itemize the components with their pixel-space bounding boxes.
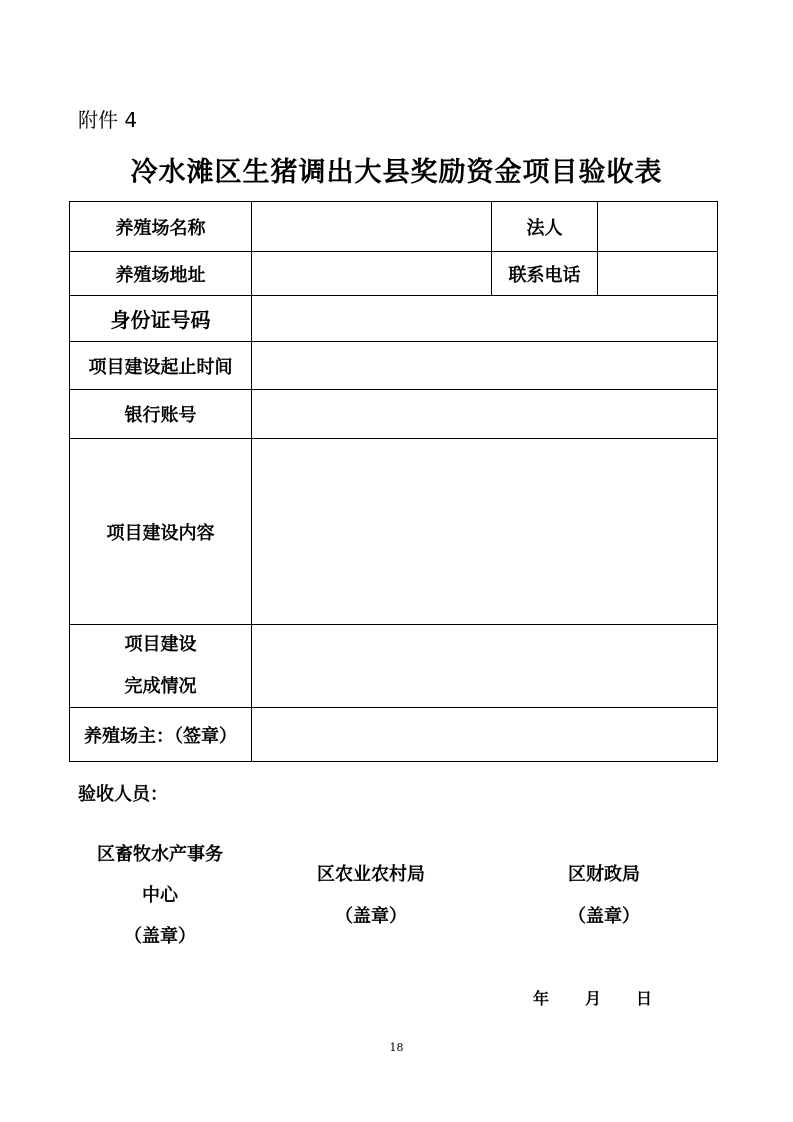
id-number-label: 身份证号码 — [69, 295, 252, 342]
content-field[interactable] — [251, 438, 718, 625]
org1-line1: 区畜牧水产事务 — [97, 844, 223, 865]
personnel-label: 验收人员： — [78, 784, 168, 805]
completion-label-line2: 完成情况 — [124, 676, 197, 697]
farm-address-label: 养殖场地址 — [69, 251, 252, 296]
page-title: 冷水滩区生猪调出大县奖励资金项目验收表 — [130, 157, 663, 188]
legal-person-label: 法人 — [491, 201, 598, 252]
farm-address-field[interactable] — [251, 251, 492, 296]
org3-stamp: （盖章） — [568, 906, 640, 927]
owner-sign-field[interactable] — [251, 707, 718, 762]
org3-name: 区财政局 — [568, 864, 640, 885]
phone-label: 联系电话 — [491, 251, 598, 296]
date-month: 月 — [585, 989, 602, 1008]
date-year: 年 — [533, 989, 550, 1008]
content-label: 项目建设内容 — [69, 438, 252, 625]
id-number-field[interactable] — [251, 295, 718, 342]
completion-label-line1: 项目建设 — [124, 634, 197, 655]
completion-field[interactable] — [251, 624, 718, 708]
date-day: 日 — [636, 989, 653, 1008]
attachment-label: 附件 4 — [78, 108, 138, 132]
org1-stamp: （盖章） — [124, 926, 196, 947]
bank-account-label: 银行账号 — [69, 389, 252, 439]
org2-name: 区农业农村局 — [317, 864, 425, 885]
phone-field[interactable] — [597, 251, 718, 296]
org2-stamp: （盖章） — [335, 906, 407, 927]
period-label: 项目建设起止时间 — [69, 341, 252, 390]
org1-line2: 中心 — [142, 885, 178, 906]
farm-name-field[interactable] — [251, 201, 492, 252]
page-number: 18 — [389, 1041, 404, 1054]
period-field[interactable] — [251, 341, 718, 390]
owner-sign-label: 养殖场主：（签章） — [69, 707, 252, 762]
completion-label — [69, 624, 252, 708]
legal-person-field[interactable] — [597, 201, 718, 252]
bank-account-field[interactable] — [251, 389, 718, 439]
farm-name-label: 养殖场名称 — [69, 201, 252, 252]
